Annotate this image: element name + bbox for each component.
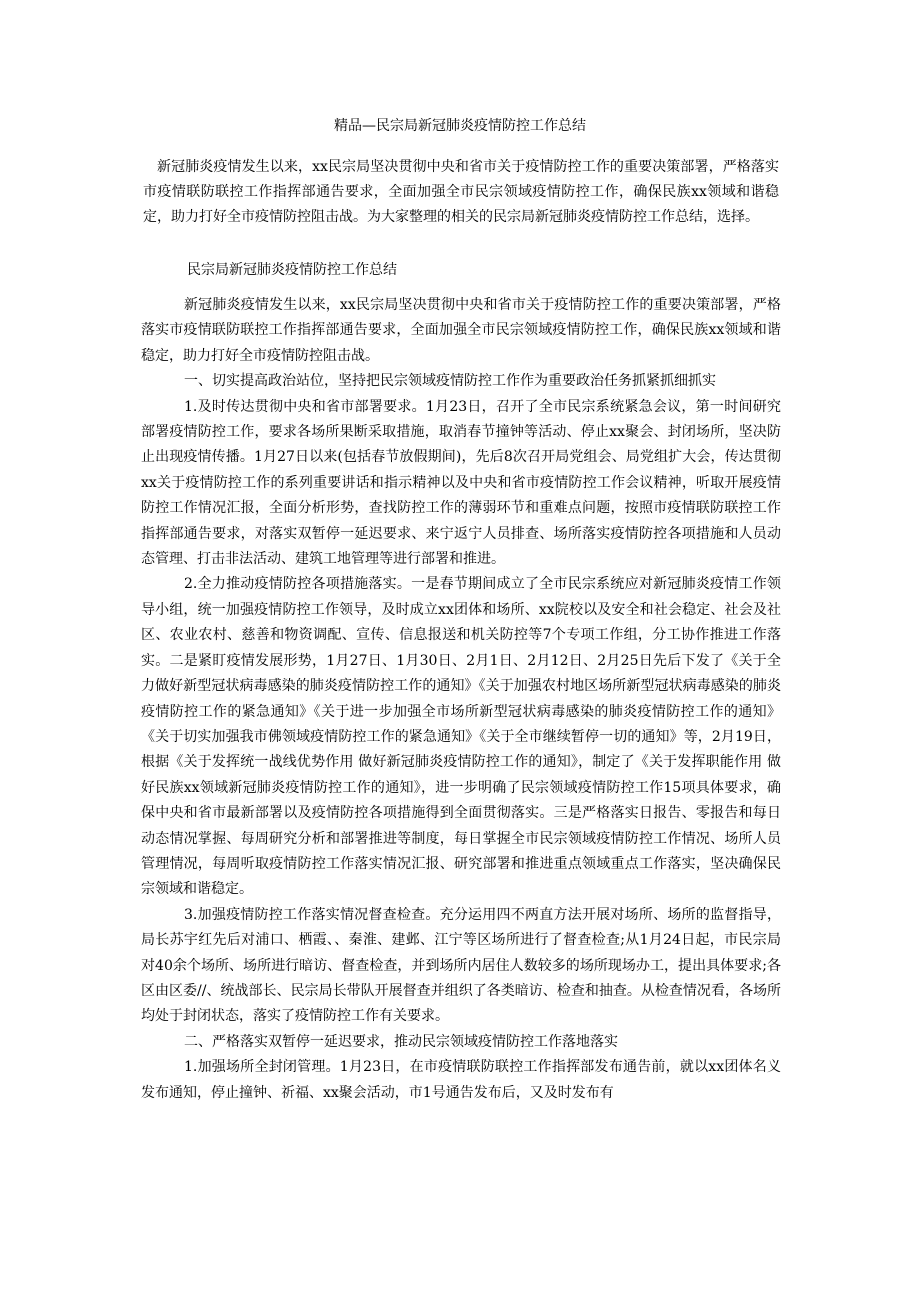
document-title: 精品—民宗局新冠肺炎疫情防控工作总结 (334, 118, 586, 134)
body-paragraph: 新冠肺炎疫情发生以来，xx民宗局坚决贯彻中央和省市关于疫情防控工作的重要决策部署，严格落实市疫情联防联控工作指挥部通告要求，全面加强全市民宗领域疫情防控工作，确保民族xx领域和谐稳定，助力打好全市疫情防控阻击战。 (141, 297, 781, 364)
body-paragraph: 2.全力推动疫情防控各项措施落实。一是春节期间成立了全市民宗系统应对新冠肺炎疫情工作领导小组，统一加强疫情防控工作领导，及时成立xx团体和场所、xx院校以及安全和社会稳定、社会及社区、农业农村、慈善和物资调配、宣传、信息报送和机关防控等7个专项工作组，分工协作推进工作落实。二是紧盯疫情发展形势，1月27日、1月30日、2月1日、2月12日、2月25日先后下发了《关于全力做好新型冠状病毒感染的肺炎疫情防控工作的通知》《关于加强农村地区场所新型冠状病毒感染的肺炎疫情防控工作的紧急通知》《关于进一步加强全市场所新型冠状病毒感染的肺炎疫情防控工作的通知》《关于切实加强我市佛领域疫情防控工作的紧急通知》《关于全市继续暂停一切的通知》等，2月19日，根据《关于发挥统一战线优势作用 做好新冠肺炎疫情防控工作的通知》，制定了《关于发挥职能作用 做好民族xx领域新冠肺炎疫情防控工作的通知》，进一步明确了民宗领域疫情防控工作15项具体要求，确保中央和省市最新部署以及疫情防控各项措施得到全面贯彻落实。三是严格落实日报告、零报告和每日动态情况掌握、每周研究分析和部署推进等制度，每日掌握全市民宗领域疫情防控工作情况、场所人员管理情况，每周听取疫情防控工作落实情况汇报、研究部署和推进重点领域重点工作落实，坚决确保民宗领域和谐稳定。 (141, 576, 781, 898)
section-heading: 二、严格落实双暂停一延迟要求，推动民宗领域疫情防控工作落地落实 (184, 1033, 618, 1050)
body-paragraph: 1.及时传达贯彻中央和省市部署要求。1月23日，召开了全市民宗系统紧急会议，第一时间研究部署疫情防控工作，要求各场所果断采取措施，取消春节撞钟等活动、停止xx聚会、封闭场所，坚决防止出现疫情传播。1月27日以来(包括春节放假期间)，先后8次召开局党组会、局党组扩大会，传达贯彻xx关于疫情防控工作的系列重要讲话和指示精神以及中央和省市疫情防控工作会议精神，听取开展疫情防控工作情况汇报，全面分析形势，查找防控工作的薄弱环节和重难点问题，按照市疫情联防联控工作指挥部通告要求，对落实双暂停一延迟要求、来宁返宁人员排查、场所落实疫情防控各项措施和人员动态管理、打击非法活动、建筑工地管理等进行部署和推进。 (141, 398, 781, 568)
body-paragraph: 3.加强疫情防控工作落实情况督查检查。充分运用四不两直方法开展对场所、场所的监督指导，局长苏宇红先后对浦口、栖霞、、秦淮、建邺、江宁等区场所进行了督查检查;从1月24日起，市民宗局对40余个场所、场所进行暗访、督查检查，并到场所内居住人数较多的场所现场办工，提出具体要求;各区由区委//、统战部长、民宗局长带队开展督查并组织了各类暗访、检查和抽查。从检查情况看，各场所均处于封闭状态，落实了疫情防控工作有关要求。 (141, 906, 781, 1025)
intro-paragraph: 新冠肺炎疫情发生以来，xx民宗局坚决贯彻中央和省市关于疫情防控工作的重要决策部署，严格落实市疫情联防联控工作指挥部通告要求，全面加强全市民宗领域疫情防控工作，确保民族xx领域和谐稳定，助力打好全市疫情防控阻击战。为大家整理的相关的民宗局新冠肺炎疫情防控工作总结，选择。 (143, 159, 779, 225)
body-paragraph: 1.加强场所全封闭管理。1月23日，在市疫情联防联控工作指挥部发布通告前，就以xx团体名义发布通知，停止撞钟、祈福、xx聚会活动，市1号通告发布后，又及时发布有 (141, 1059, 781, 1101)
document-body (141, 293, 781, 1106)
document-subtitle: 民宗局新冠肺炎疫情防控工作总结 (187, 262, 397, 278)
section-heading: 一、切实提高政治站位，坚持把民宗领域疫情防控工作作为重要政治任务抓紧抓细抓实 (184, 373, 716, 390)
